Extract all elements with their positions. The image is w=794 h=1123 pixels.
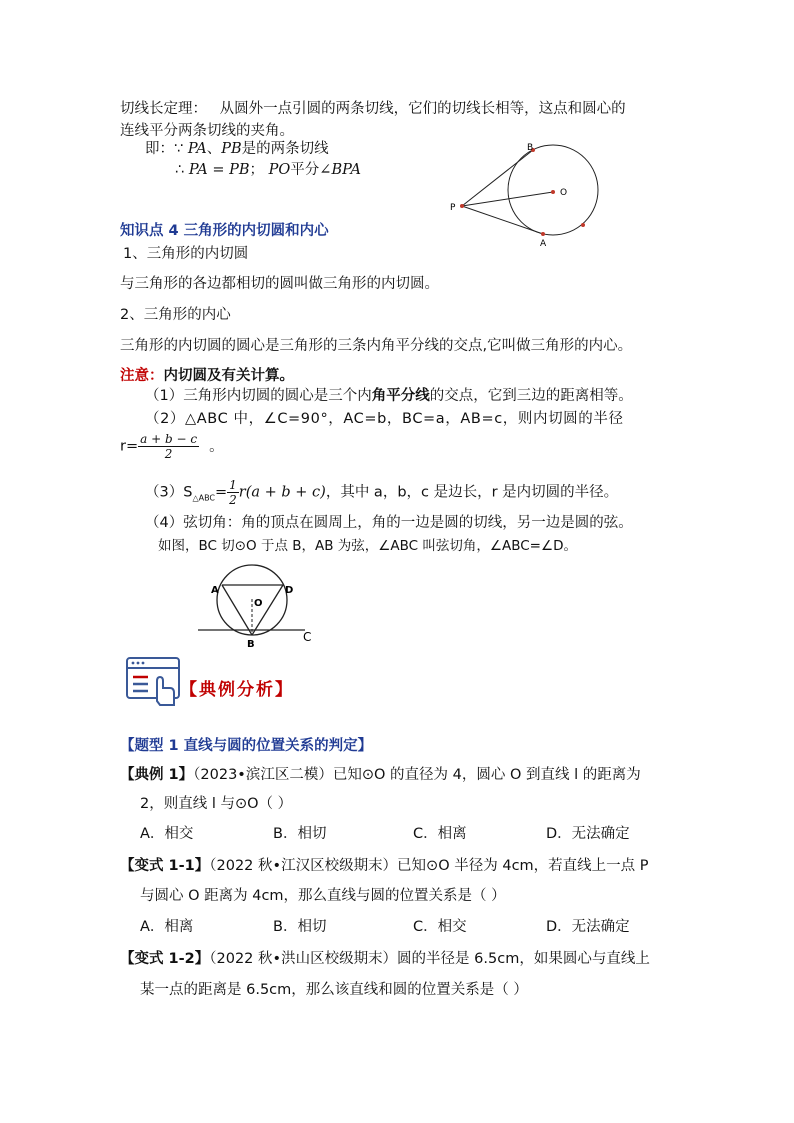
point-p [460,204,464,208]
half-fraction: $\frac{1}{2}$ [229,478,237,507]
analysis-icon [124,655,184,710]
example1-option-b: B．相切 [273,826,327,842]
example1-option-c: C．相离 [413,826,467,842]
section4-def1: 与三角形的各边都相切的圆叫做三角形的内切圆。 [120,276,439,292]
label-c2: C [303,630,312,644]
label-b2: B [247,639,255,650]
label-d2: D [285,585,294,596]
label-p: P [450,203,456,213]
label-a: A [540,239,547,249]
section4-heading: 知识点 4 三角形的内切圆和内心 [120,223,329,239]
label-b: B [527,143,534,153]
section4-sub2: 2、三角形的内心 [120,307,231,323]
variant-1-1-option-d: D．无法确定 [546,919,630,935]
example1: 【典例 1】（2023•滨江区二模）已知⊙O 的直径为 4，圆心 O 到直线 l 的距离为 [120,767,641,783]
theorem-given: 即：∵ PA、PB是的两条切线 [145,141,329,157]
label-a2: A [211,585,219,596]
tangent-pb [462,150,533,206]
example1-cont: 2，则直线 l 与⊙O（ ） [140,796,293,812]
variant-1-1: 【变式 1-1】（2022 秋•江汉区校级期末）已知⊙O 半径为 4cm，若直线上一点 P [120,858,649,874]
theorem-text: 从圆外一点引圆的两条切线，它们的切线长相等，这点和圆心的 [219,101,626,117]
theorem-conclusion: ∴ PA = PB； PO平分∠BPA [175,162,361,178]
tangent-figure [440,140,610,255]
theorem-line-2: 连线平分两条切线的夹角。 [120,123,294,139]
point-o [551,190,555,194]
example1-option-a: A．相交 [140,826,194,842]
note-title: 内切圆及有关计算。 [163,368,294,384]
example1-option-d: D．无法确定 [546,826,630,842]
tangent-pa [462,206,543,234]
label-o2: O [254,598,263,609]
point-a [541,232,545,236]
label-o: O [560,188,568,198]
chord-tangent-figure [195,563,330,651]
section4-def2: 三角形的内切圆的圆心是三角形的三条内角平分线的交点,它叫做三角形的内心。 [120,338,633,354]
note-heading [120,366,294,386]
inradius-fraction: $\frac{a + b - c}{2}$ [140,432,198,461]
banner-title: 【典例分析】 [180,680,294,700]
chord-db [252,585,283,635]
type1-heading: 【题型 1 直线与圆的位置关系的判定】 [120,738,373,754]
variant-1-2-cont: 某一点的距离是 6.5cm，那么该直线和圆的位置关系是（ ） [140,982,528,998]
segment-po [462,192,553,206]
note-item-2-formula: r= $\frac{a + b - c}{2}$ 。 [120,432,224,461]
variant-1-1-option-a: A．相离 [140,919,194,935]
note-item-3: $(3)S_{\triangle ABC}=$ $\frac{1}{2}$ r(a + b + c)，其中 a，b，c 是边长，r 是内切圆的半径。 [145,478,619,507]
theorem-label: 切线长定理： [120,101,207,117]
note-item-4: （4）弦切角：角的顶点在圆周上，角的一边是圆的切线，另一边是圆的弦。 [145,515,633,531]
note-item-1: （1）三角形内切圆的圆心是三个内角平分线的交点，它到三边的距离相等。 [145,388,633,404]
variant-1-1-option-b: B．相切 [273,919,327,935]
note-label: 注意： [120,368,164,384]
section4-sub1: 1、三角形的内切圆 [123,246,249,262]
variant-1-1-cont: 与圆心 O 距离为 4cm，那么直线与圆的位置关系是（ ） [140,888,506,904]
variant-1-2: 【变式 1-2】（2022 秋•洪山区校级期末）圆的半径是 6.5cm，如果圆心与直线上 [120,951,650,967]
point-extra [581,223,585,227]
theorem-line-1 [120,99,626,119]
note-item-4b: 如图，BC 切⊙O 于点 B，AB 为弦，∠ABC 叫弦切角，∠ABC=∠D。 [158,538,577,554]
chord-ab [222,585,252,635]
note-item-2: （2）△ABC 中，∠C=90°，AC=b，BC=a，AB=c，则内切圆的半径 [145,411,624,427]
variant-1-1-option-c: C．相交 [413,919,467,935]
